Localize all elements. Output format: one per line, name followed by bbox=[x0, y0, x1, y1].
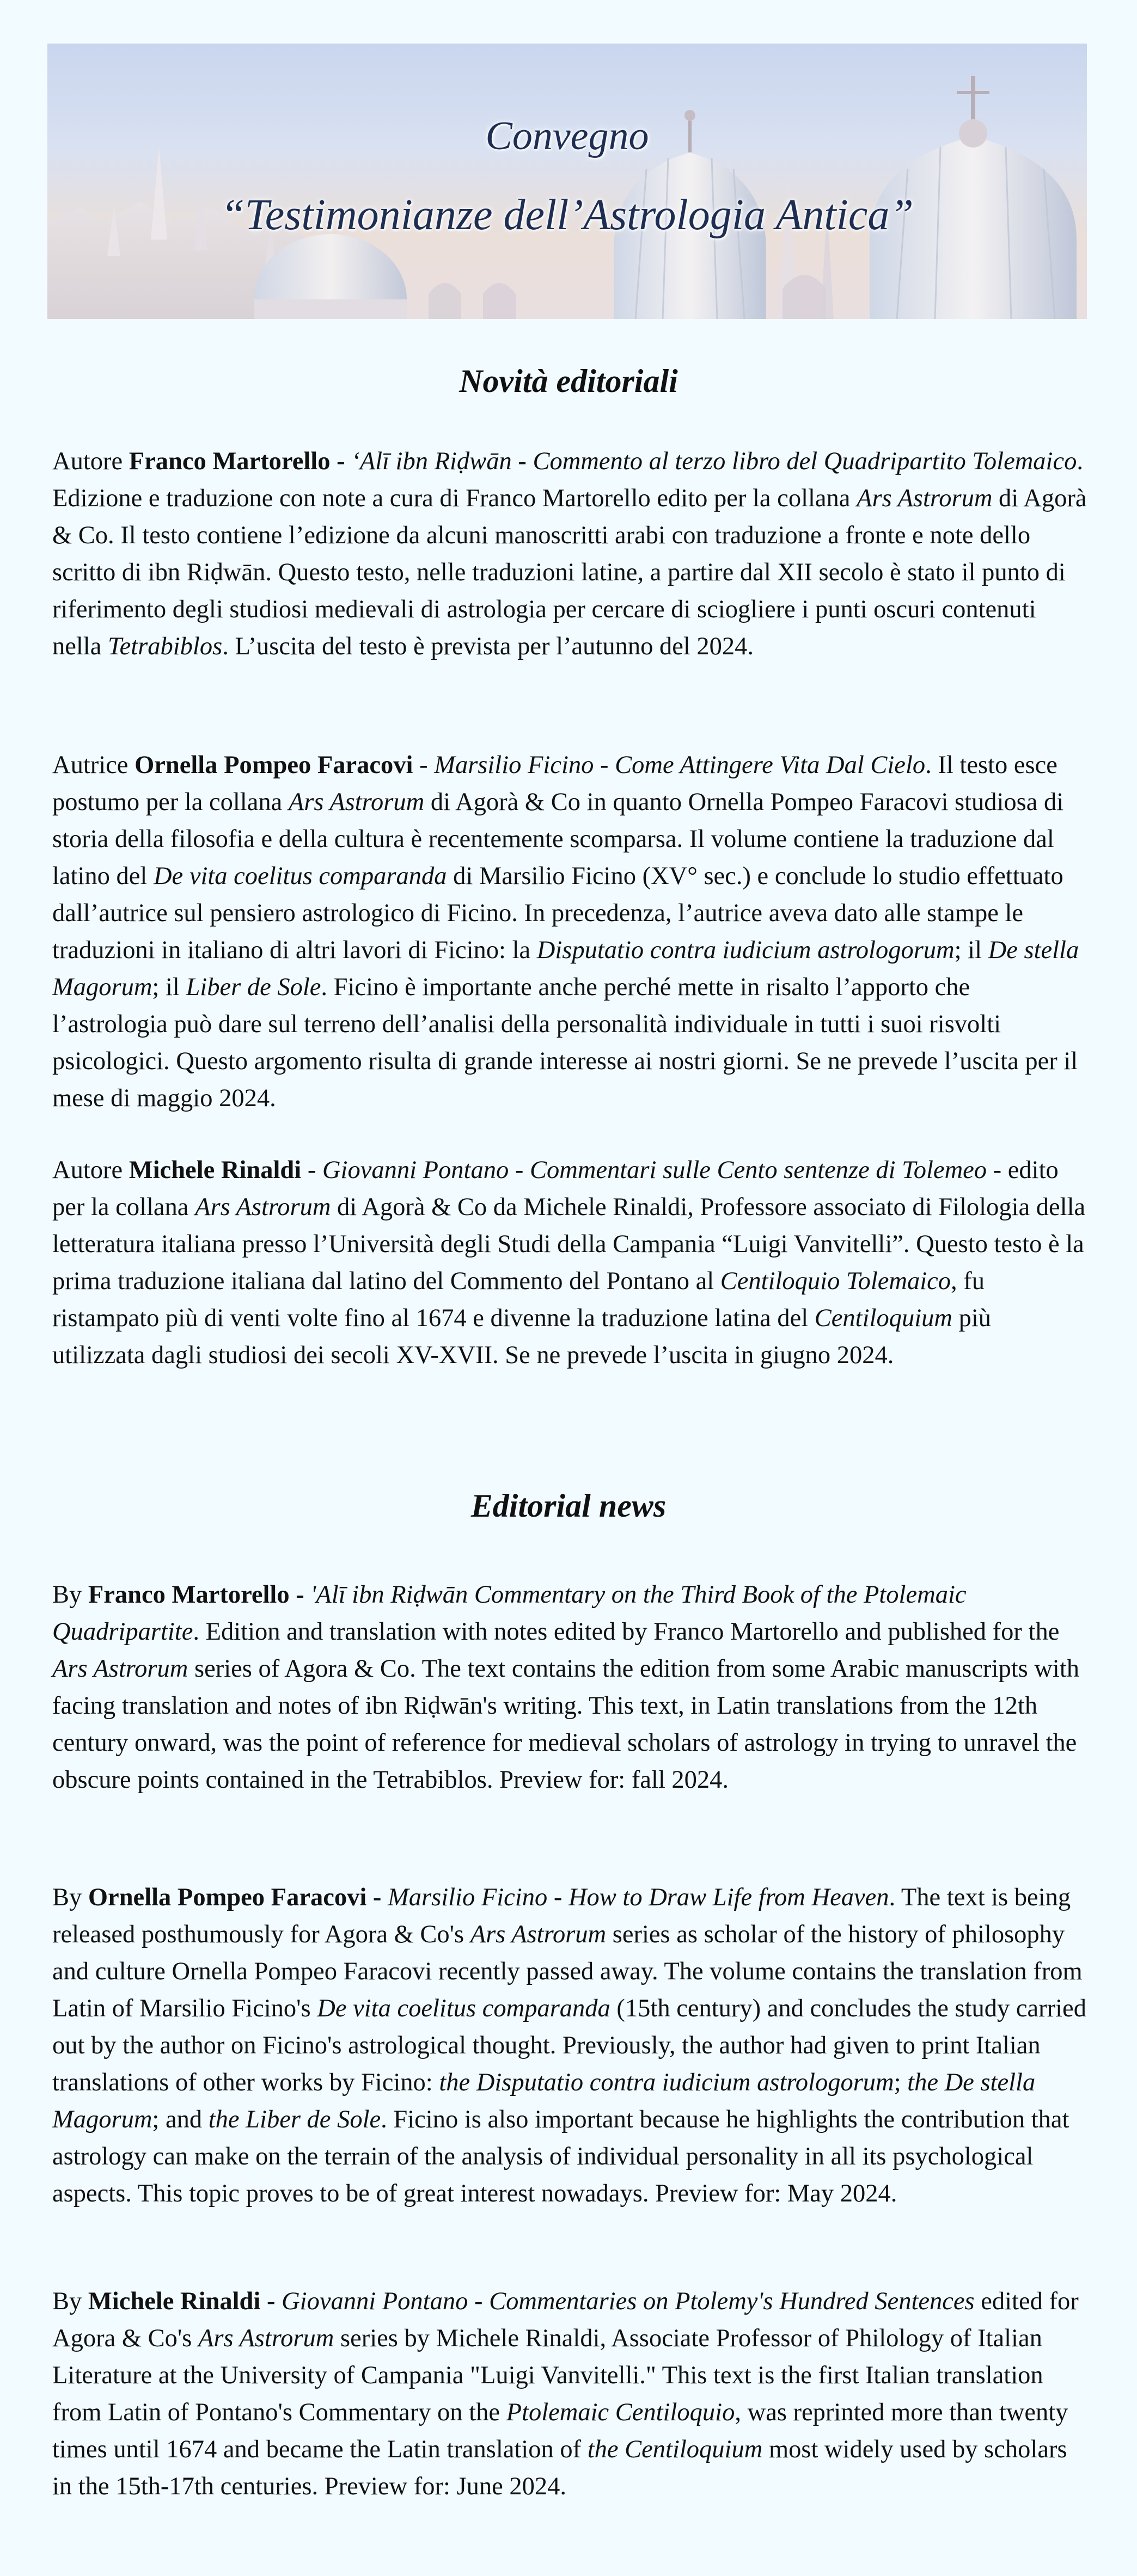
text-segment: . Edition and translation with notes edited by Franco Martorello and published for the bbox=[193, 1618, 1060, 1646]
book-title: Marsilio Ficino - How to Draw Life from Heaven bbox=[388, 1884, 889, 1911]
text-segment: . The text is being released posthumously for Agora & Co's bbox=[52, 1884, 1071, 1948]
text-segment: By bbox=[52, 2287, 88, 2315]
series-name: Ars Astrorum bbox=[198, 2324, 334, 2352]
book-title: Commento al terzo libro del Quadripartito Tolemaico bbox=[533, 447, 1077, 475]
italian-paragraph-rinaldi bbox=[52, 1152, 1087, 1374]
work-title: Ptolemaic Centiloquio bbox=[506, 2399, 735, 2426]
book-title: Marsilio Ficino - Come Attingere Vita Dal Cielo bbox=[434, 751, 926, 779]
author-name: Ornella Pompeo Faracovi bbox=[135, 751, 413, 779]
text-segment: Autrice bbox=[52, 751, 135, 779]
text-segment: (15th century) and concludes the study carried out by the author on Ficino's astrological thought. Previously, the author had given to print Italian translations of other works by Ficino: bbox=[52, 1995, 1086, 2096]
text-segment: . L’uscita del testo è prevista per l’autunno del 2024. bbox=[222, 633, 754, 660]
text-segment: . Il testo esce postumo per la collana bbox=[52, 751, 1057, 816]
text-segment: series by Michele Rinaldi, Associate Professor of Philology of Italian Literature at the University of Campania "Luigi Vanvitelli." This text is the first Italian translation from Latin of Pontano's Commentary on the bbox=[52, 2324, 1043, 2426]
cathedral-domes-illustration bbox=[47, 44, 1087, 319]
author-name: Franco Martorello - bbox=[129, 447, 352, 475]
text-segment: di Marsilio Ficino (XV° sec.) e conclude lo studio effettuato dall’autrice sul pensiero astrologico di Ficino. In precedenza, l’autrice aveva dato alle stampe le traduzioni in italiano di altri lavori di Ficino: la bbox=[52, 862, 1063, 964]
text-segment: . Edizione e traduzione con note a cura di Franco Martorello edito per la collana bbox=[52, 447, 1083, 512]
work-title: Disputatio contra iudicium astrologorum bbox=[536, 936, 955, 964]
book-title: ‘Alī ibn Riḍwān bbox=[351, 447, 512, 475]
english-paragraph-faracovi bbox=[52, 1879, 1087, 2212]
work-title: Liber de Sole bbox=[186, 973, 321, 1001]
text-segment: ; il bbox=[152, 973, 186, 1001]
author-name: Franco Martorello - bbox=[88, 1581, 311, 1609]
text-segment: . Ficino è importante anche perché mette in risalto l’apporto che l’astrologia può dare sul terreno dell’analisi della personalità individuale in tutti i suoi risvolti psicologici. Questo argomento risulta di grande interesse ai nostri giorni. Se ne prevede l’uscita per il mese di maggio 2024. bbox=[52, 973, 1078, 1112]
text-segment: più utilizzata dagli studiosi dei secoli XV-XVII. Se ne prevede l’uscita in giugno 2024. bbox=[52, 1304, 991, 1369]
text-segment: series of Agora & Co. The text contains the edition from some Arabic manuscripts with facing translation and notes of ibn Riḍwān's writing. This text, in Latin translations from the 12th century onward, was the point of reference for medieval scholars of astrology in trying to unravel the obscure points contained in the Tetrabiblos. Preview for: fall 2024. bbox=[52, 1655, 1080, 1794]
banner-title-conference-name: “Testimonianze dell’Astrologia Antica” bbox=[221, 191, 914, 239]
text-segment: By bbox=[52, 1884, 88, 1911]
series-name: Ars Astrorum bbox=[52, 1655, 188, 1683]
text-segment: Autore bbox=[52, 1156, 129, 1184]
work-title: the Centiloquium bbox=[587, 2436, 763, 2463]
author-name: Michele Rinaldi bbox=[88, 2287, 261, 2315]
work-title: Centiloquio Tolemaico bbox=[720, 1267, 951, 1295]
heading-editorial-news: Editorial news bbox=[470, 1488, 667, 1524]
text-segment: Autore bbox=[52, 447, 129, 475]
work-title: Tetrabiblos bbox=[108, 633, 223, 660]
text-segment: di Agorà & Co in quanto Ornella Pompeo Faracovi studiosa di storia della filosofia e della cultura è recentemente scomparsa. Il volume contiene la traduzione dal latino del bbox=[52, 788, 1064, 890]
work-title: Centiloquium bbox=[814, 1304, 952, 1332]
text-segment: di Agorà & Co da Michele Rinaldi, Professore associato di Filologia della letteratura italiana presso l’Università degli Studi della Campania “Luigi Vanvitelli”. Questo testo è la prima traduzione italiana dal latino del Commento del Pontano al bbox=[52, 1193, 1086, 1295]
text-segment: ; il bbox=[954, 936, 988, 964]
book-title: 'Alī ibn Riḍwān Commentary on the Third Book of the Ptolemaic Quadripartite bbox=[52, 1581, 967, 1646]
text-segment: di Agorà & Co. Il testo contiene l’edizione da alcuni manoscritti arabi con traduzione a fronte e note dello scritto di ibn Riḍwān. Questo testo, nelle traduzioni latine, a partire dal XII secolo è stato il punto di riferimento degli studiosi medievali di astrologia per cercare di sciogliere i punti oscuri contenuti nella bbox=[52, 484, 1087, 660]
series-name: Ars Astrorum bbox=[470, 1921, 607, 1948]
text-segment: series as scholar of the history of philosophy and culture Ornella Pompeo Faracovi recently passed away. The volume contains the translation from Latin of Marsilio Ficino's bbox=[52, 1921, 1083, 2022]
work-title: De vita coelitus comparanda bbox=[317, 1995, 610, 2022]
separator: - bbox=[413, 751, 435, 779]
text-segment: . Ficino is also important because he highlights the contribution that astrology can make on the terrain of the analysis of individual personality in all its psychological aspects. This topic proves to be of great interest nowadays. Preview for: May 2024. bbox=[52, 2106, 1069, 2207]
author-name: Ornella Pompeo Faracovi - bbox=[88, 1884, 382, 1911]
book-title: Giovanni Pontano - Commentaries on Ptolemy's Hundred Sentences bbox=[282, 2287, 975, 2315]
text-segment: ; and bbox=[152, 2106, 209, 2133]
work-title: De vita coelitus comparanda bbox=[153, 862, 447, 890]
text-segment: ; bbox=[894, 2069, 908, 2096]
work-title: the De stella Magorum bbox=[52, 2069, 1036, 2133]
text-segment: By bbox=[52, 1581, 88, 1609]
banner-image bbox=[47, 44, 1087, 319]
text-segment: most widely used by scholars in the 15th-17th centuries. Preview for: June 2024. bbox=[52, 2436, 1067, 2500]
text-segment: , fu ristampato più di venti volte fino al 1674 e divenne la traduzione latina del bbox=[52, 1267, 985, 1332]
english-paragraph-rinaldi bbox=[52, 2283, 1087, 2505]
series-name: Ars Astrorum bbox=[857, 484, 993, 512]
separator: - bbox=[260, 2287, 282, 2315]
book-title: Giovanni Pontano - Commentari sulle Cento sentenze di Tolemeo bbox=[322, 1156, 987, 1184]
author-name: Michele Rinaldi bbox=[129, 1156, 302, 1184]
separator bbox=[381, 1884, 388, 1911]
work-title: De stella Magorum bbox=[52, 936, 1079, 1001]
work-title: the Liber de Sole bbox=[208, 2106, 381, 2133]
series-name: Ars Astrorum bbox=[195, 1193, 331, 1221]
separator: - bbox=[301, 1156, 322, 1184]
series-name: Ars Astrorum bbox=[288, 788, 425, 816]
text-segment: edited for Agora & Co's bbox=[52, 2287, 1079, 2352]
text-segment: - edito per la collana bbox=[52, 1156, 1059, 1221]
english-paragraph-martorello bbox=[52, 1577, 1087, 1799]
banner-title-convegno: Convegno bbox=[485, 114, 649, 158]
text-segment: , was reprinted more than twenty times until 1674 and became the Latin translation of bbox=[52, 2399, 1068, 2463]
separator: - bbox=[511, 447, 533, 475]
heading-novita-editoriali: Novità editoriali bbox=[459, 363, 678, 399]
italian-paragraph-faracovi bbox=[52, 747, 1087, 1117]
work-title: the Disputatio contra iudicium astrologorum bbox=[439, 2069, 894, 2096]
italian-paragraph-martorello bbox=[52, 443, 1087, 665]
